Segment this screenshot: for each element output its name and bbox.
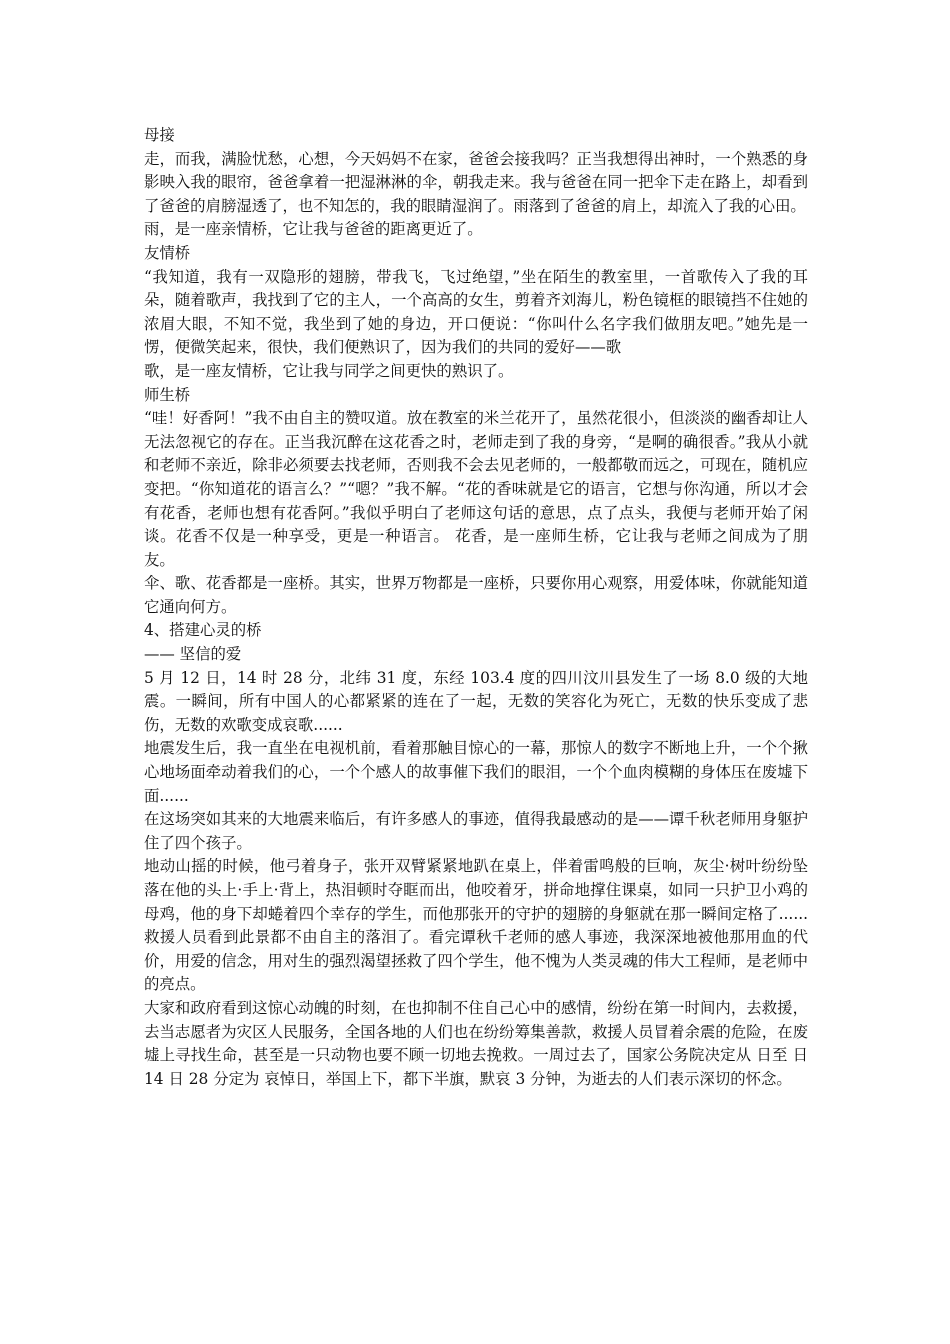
subheading-firm-love: —— 坚信的爱 <box>144 645 242 664</box>
heading-section-4: 4、搭建心灵的桥 <box>144 621 262 640</box>
paragraph-earthquake-intro: 5 月 12 日，14 时 28 分，北纬 31 度，东经 103.4 度的四川汶川县发生了一场 8.0 级的大地震。一瞬间，所有中国人的心都紧紧的连在了一起，无数的笑容化为死亡，无数的快乐变成了悲伤，无数的欢歌变成哀歌...... <box>144 668 808 734</box>
heading-friendship-bridge: 友情桥 <box>144 243 191 262</box>
paragraph-song-story: “我知道，我有一双隐形的翅膀，带我飞，飞过绝望，”坐在陌生的教室里，一首歌传入了我的耳朵，随着歌声，我找到了它的主人，一个高高的女生，剪着齐刘海儿，粉色镜框的眼镜挡不住她的浓眉大眼，不知不觉，我坐到了她的身边，开口便说：“你叫什么名字我们做朋友吧。”她先是一愣，便微笑起来，很快，我们便熟识了，因为我们的共同的爱好——歌 <box>144 267 808 357</box>
document-body <box>144 124 808 1091</box>
paragraph-family-bridge: 雨，是一座亲情桥，它让我与爸爸的距离更近了。 <box>144 220 483 239</box>
heading-teacher-bridge: 师生桥 <box>144 385 191 404</box>
paragraph-teacher-tan: 在这场突如其来的大地震来临后，有许多感人的事迹，值得我最感动的是——谭千秋老师用身躯护住了四个孩子。 <box>144 810 808 852</box>
paragraph-flower-story: “哇！好香阿！”我不由自主的赞叹道。放在教室的米兰花开了，虽然花很小，但淡淡的幽香却让人无法忽视它的存在。正当我沉醉在这花香之时，老师走到了我的身旁，“是啊的确很香。”我从小就和老师不亲近，除非必须要去找老师，否则我不会去见老师的，一般都敬而远之，可现在，随机应变把。“你知道花的语言么？”“嗯？”我不解。“花的香味就是它的语言，它想与你沟通，所以才会有花香，老师也想有花香阿。”我似乎明白了老师这句话的意思，点了点头，我便与老师开始了闲谈。花香不仅是一种享受，更是一种语言。 花香，是一座师生桥，它让我与老师之间成为了朋友。 <box>144 409 808 569</box>
paragraph-umbrella-story: 走，而我，满脸忧愁，心想，今天妈妈不在家，爸爸会接我吗？正当我想得出神时，一个熟悉的身影映入我的眼帘，爸爸拿着一把湿淋淋的伞，朝我走来。我与爸爸在同一把伞下走在路上，却看到了爸爸的肩膀湿透了，也不知怎的，我的眼睛湿润了。雨落到了爸爸的肩上，却流入了我的心田。 <box>144 149 808 215</box>
paragraph-bridge-summary: 伞、歌、花香都是一座桥。其实，世界万物都是一座桥，只要你用心观察，用爱体味，你就能知道它通向何方。 <box>144 574 808 616</box>
paragraph-teacher-sacrifice: 地动山摇的时候，他弓着身子，张开双臂紧紧地趴在桌上，伴着雷鸣般的巨响，灰尘·树叶纷纷坠落在他的头上·手上·背上，热泪顿时夺眶而出，他咬着牙，拼命地撑住课桌，如同一只护卫小鸡的母鸡，他的身下却蜷着四个幸存的学生，而他那张开的守护的翅膀的身躯就在那一瞬间定格了......救援人员看到此景都不由自主的落泪了。看完谭秋千老师的感人事迹，我深深地被他那用血的代价，用爱的信念，用对生的强烈渴望拯救了四个学生，他不愧为人类灵魂的伟大工程师，是老师中的亮点。 <box>144 857 808 994</box>
paragraph-watching-tv: 地震发生后，我一直坐在电视机前，看着那触目惊心的一幕，那惊人的数字不断地上升，一个个揪心地场面牵动着我们的心，一个个感人的故事催下我们的眼泪，一个个血肉模糊的身体压在废墟下面...... <box>144 739 808 805</box>
paragraph-title-fragment: 母接 <box>144 126 175 144</box>
paragraph-friendship-bridge: 歌，是一座友情桥，它让我与同学之间更快的熟识了。 <box>144 361 514 380</box>
paragraph-national-mourning: 大家和政府看到这惊心动魄的时刻，在也抑制不住自己心中的感情，纷纷在第一时间内，去救援，去当志愿者为灾区人民服务，全国各地的人们也在纷纷筹集善款，救援人员冒着余震的危险，在废墟上寻找生命，甚至是一只动物也要不顾一切地去挽救。一周过去了，国家公务院决定从 日至 日 14 日 28 分定为 哀悼日，举国上下，都下半旗，默哀 3 分钟，为逝去的人们表示深切的怀念。 <box>144 998 808 1088</box>
